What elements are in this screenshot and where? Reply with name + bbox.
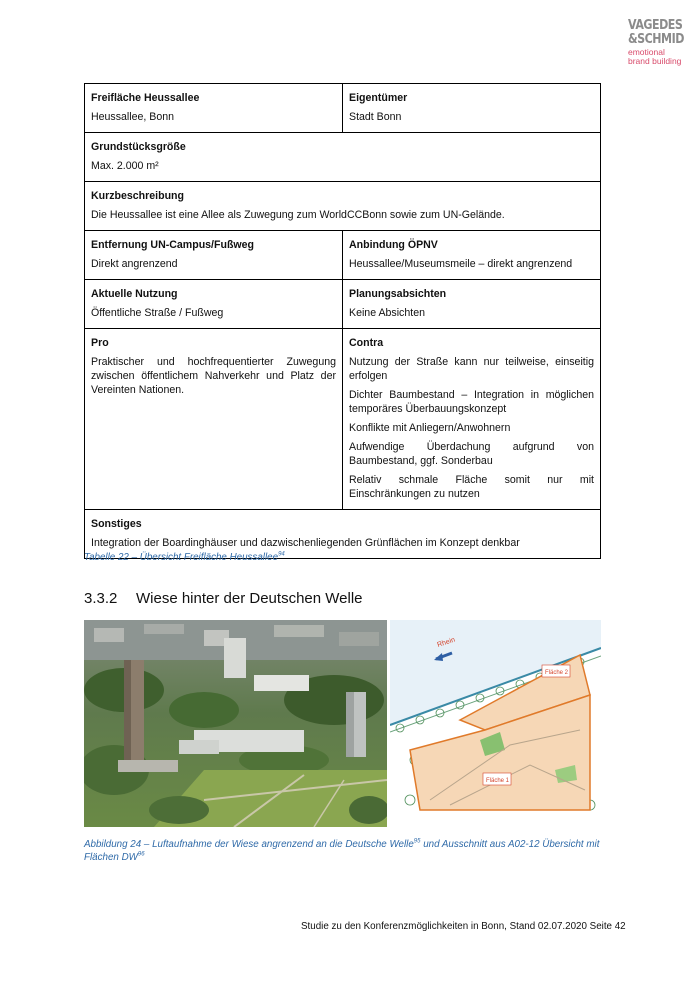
- distance-value: Direkt angrenzend: [91, 258, 178, 270]
- usage-label: Aktuelle Nutzung: [91, 288, 178, 300]
- planning-cell: [343, 280, 601, 329]
- planning-value: Keine Absichten: [349, 307, 425, 319]
- description-label: Kurzbeschreibung: [91, 190, 185, 202]
- size-label: Grundstücksgröße: [91, 141, 186, 153]
- aerial-photo-image: [84, 620, 387, 827]
- figure-caption: [84, 838, 624, 864]
- transit-cell: [343, 231, 601, 280]
- site-cell: [85, 84, 343, 133]
- table-row: [85, 280, 601, 329]
- area-1-label: Fläche 1: [486, 778, 510, 784]
- company-logo: [628, 18, 690, 66]
- contra-cell: [343, 329, 601, 510]
- site-overview-table: [84, 83, 601, 559]
- owner-value: Stadt Bonn: [349, 111, 402, 123]
- page-footer: Studie zu den Konferenzmöglichkeiten in Bonn, Stand 02.07.2020 Seite 42: [301, 921, 626, 932]
- contra-item: Relativ schmale Fläche somit nur mit Einschränkungen zu nutzen: [349, 474, 594, 500]
- pro-label: Pro: [91, 337, 109, 349]
- other-value: Integration der Boardinghäuser und dazwischenliegenden Grünflächen im Konzept denkbar: [91, 537, 520, 549]
- contra-item: Nutzung der Straße kann nur teilweise, einseitig erfolgen: [349, 356, 594, 382]
- area-2-label: Fläche 2: [545, 670, 569, 676]
- contra-item: Dichter Baumbestand – Integration in möglichen temporäres Überbauungskonzept: [349, 389, 594, 415]
- river-label: Rhein: [436, 636, 457, 649]
- owner-label: Eigentümer: [349, 92, 408, 104]
- footnote-ref: 94: [278, 551, 285, 558]
- site-label: Freifläche Heussallee: [91, 92, 200, 104]
- table-row: [85, 182, 601, 231]
- distance-cell: [85, 231, 343, 280]
- site-plan-map: [390, 620, 601, 827]
- pro-value: Praktischer und hochfrequentierter Zuwegung zwischen öffentlichem Nahverkehr und Platz der Vereinten Nationen.: [91, 356, 336, 396]
- logo-line-1: VAGEDES: [628, 17, 683, 33]
- table-row: [85, 84, 601, 133]
- section-title: Wiese hinter der Deutschen Welle: [136, 590, 363, 607]
- usage-value: Öffentliche Straße / Fußweg: [91, 307, 224, 319]
- table-caption: [84, 551, 285, 564]
- contra-label: Contra: [349, 337, 384, 349]
- transit-label: Anbindung ÖPNV: [349, 239, 438, 251]
- owner-cell: [343, 84, 601, 133]
- table-row: [85, 329, 601, 510]
- pro-cell: [85, 329, 343, 510]
- table-caption-text: Tabelle 22 – Übersicht Freifläche Heussallee: [84, 552, 279, 563]
- size-cell: [85, 133, 601, 182]
- figure-caption-part-1: Abbildung 24 – Luftaufnahme der Wiese angrenzend an die Deutsche Welle: [84, 839, 414, 850]
- description-value: Die Heussallee ist eine Allee als Zuwegung zum WorldCCBonn sowie zum UN-Gelände.: [91, 209, 505, 221]
- size-value: Max. 2.000 m²: [91, 160, 159, 172]
- transit-value: Heussallee/Museumsmeile – direkt angrenzend: [349, 258, 573, 270]
- footnote-ref: 96: [137, 851, 145, 858]
- planning-label: Planungsabsichten: [349, 288, 447, 300]
- logo-tagline-1: emotional: [628, 47, 665, 57]
- site-value: Heussallee, Bonn: [91, 111, 175, 123]
- logo-tagline-2: brand building: [628, 56, 682, 66]
- section-number: 3.3.2: [84, 590, 118, 607]
- contra-item: Konflikte mit Anliegern/Anwohnern: [349, 422, 511, 434]
- table-row: [85, 231, 601, 280]
- section-heading: [84, 590, 363, 607]
- other-label: Sonstiges: [91, 518, 142, 530]
- contra-item: Aufwendige Überdachung aufgrund von Baumbestand, ggf. Sonderbau: [349, 441, 594, 467]
- site-plan-image: [390, 620, 601, 827]
- distance-label: Entfernung UN-Campus/Fußweg: [91, 239, 255, 251]
- usage-cell: [85, 280, 343, 329]
- footnote-ref: 95: [413, 838, 421, 845]
- figure-caption-part-2: und Ausschnitt aus A02-12 Übersicht mit Flächen DW: [84, 839, 600, 863]
- table-row: [85, 133, 601, 182]
- logo-line-2: &SCHMID: [628, 31, 684, 47]
- description-cell: [85, 182, 601, 231]
- aerial-photo: [84, 620, 387, 827]
